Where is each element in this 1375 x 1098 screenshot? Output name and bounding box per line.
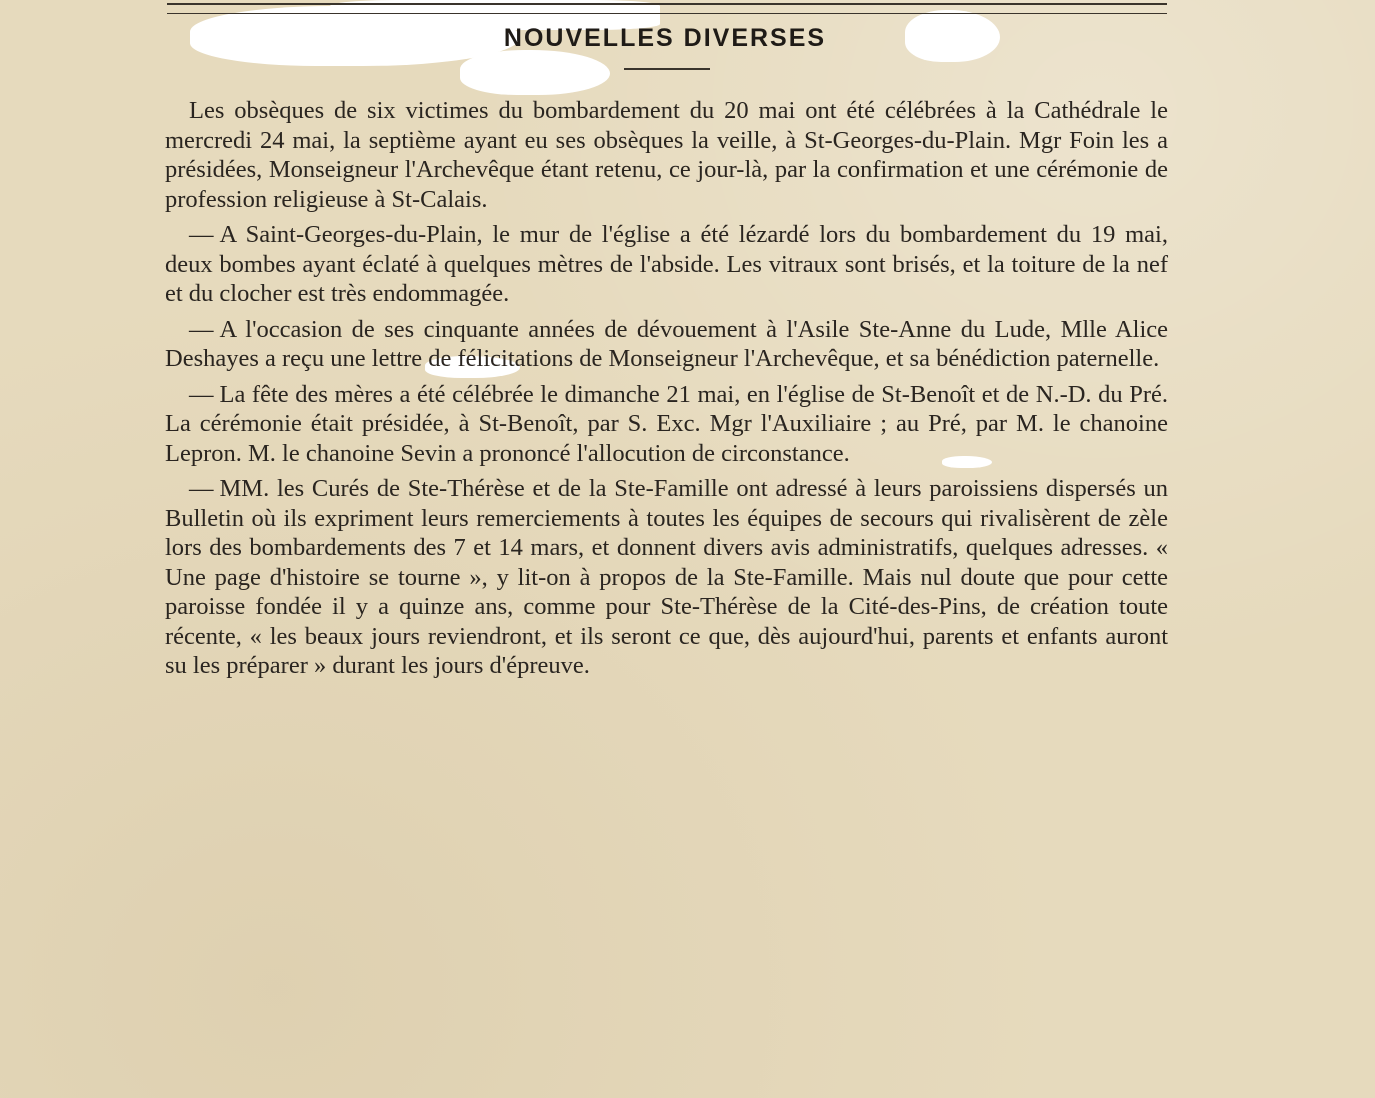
news-item: [165, 220, 1168, 309]
news-item: [165, 380, 1168, 469]
em-dash: —: [189, 380, 214, 408]
title-underline: [624, 68, 710, 70]
news-item: [165, 315, 1168, 374]
top-double-rule: [167, 3, 1167, 14]
paragraph-text: Les obsèques de six victimes du bombardement du 20 mai ont été célébrées à la Cathédrale le mercredi 24 mai, la septième ayant eu ses obsèques la veille, à St-Georges-du-Plain. Mgr Foin les a présidées, Monseigneur l'Archevêque étant retenu, ce jour-là, par la confirmation et une cérémonie de profession religieuse à St-Calais.: [165, 97, 1168, 213]
news-item: [165, 474, 1168, 681]
paragraph-text: MM. les Curés de Ste-Thérèse et de la Ste-Famille ont adressé à leurs paroissiens dispersés un Bulletin où ils expriment leurs remerciements à toutes les équipes de secours qui rivalisèrent de zèle lors des bombardements des 7 et 14 mars, et donnent divers avis administratifs, quelques adresses. « Une page d'histoire se tourne », y lit-on à propos de la Ste-Famille. Mais nul doute que pour cette paroisse fondée il y a quinze ans, comme pour Ste-Thérèse de la Cité-des-Pins, de création toute récente, « les beaux jours reviendront, et ils seront ce que, dès aujourd'hui, parents et enfants auront su les préparer » durant les jours d'épreuve.: [165, 475, 1168, 679]
paragraph-text: La fête des mères a été célébrée le dimanche 21 mai, en l'église de St-Benoît et de N.-D. du Pré. La cérémonie était présidée, à St-Benoît, par S. Exc. Mgr l'Auxiliaire ; au Pré, par M. le chanoine Lepron. M. le chanoine Sevin a prononcé l'allocution de circonstance.: [165, 380, 1168, 467]
section-title: NOUVELLES DIVERSES: [503, 24, 827, 52]
em-dash: —: [189, 221, 214, 248]
scan-blotch: [460, 50, 610, 95]
paragraph-text: A Saint-Georges-du-Plain, le mur de l'église a été lézardé lors du bombardement du 19 mai, deux bombes ayant éclaté à quelques mètres de l'abside. Les vitraux sont brisés, et la toiture de la nef et du clocher est très endommagée.: [165, 221, 1168, 307]
paragraph-text: A l'occasion de ses cinquante années de dévouement à l'Asile Ste-Anne du Lude, Mlle Alice Deshayes a reçu une lettre de félicitations de Monseigneur l'Archevêque, et sa bénédiction paternelle.: [165, 315, 1168, 372]
news-item: [165, 96, 1168, 214]
em-dash: —: [189, 315, 214, 343]
em-dash: —: [189, 475, 214, 502]
article-body: [165, 96, 1168, 687]
